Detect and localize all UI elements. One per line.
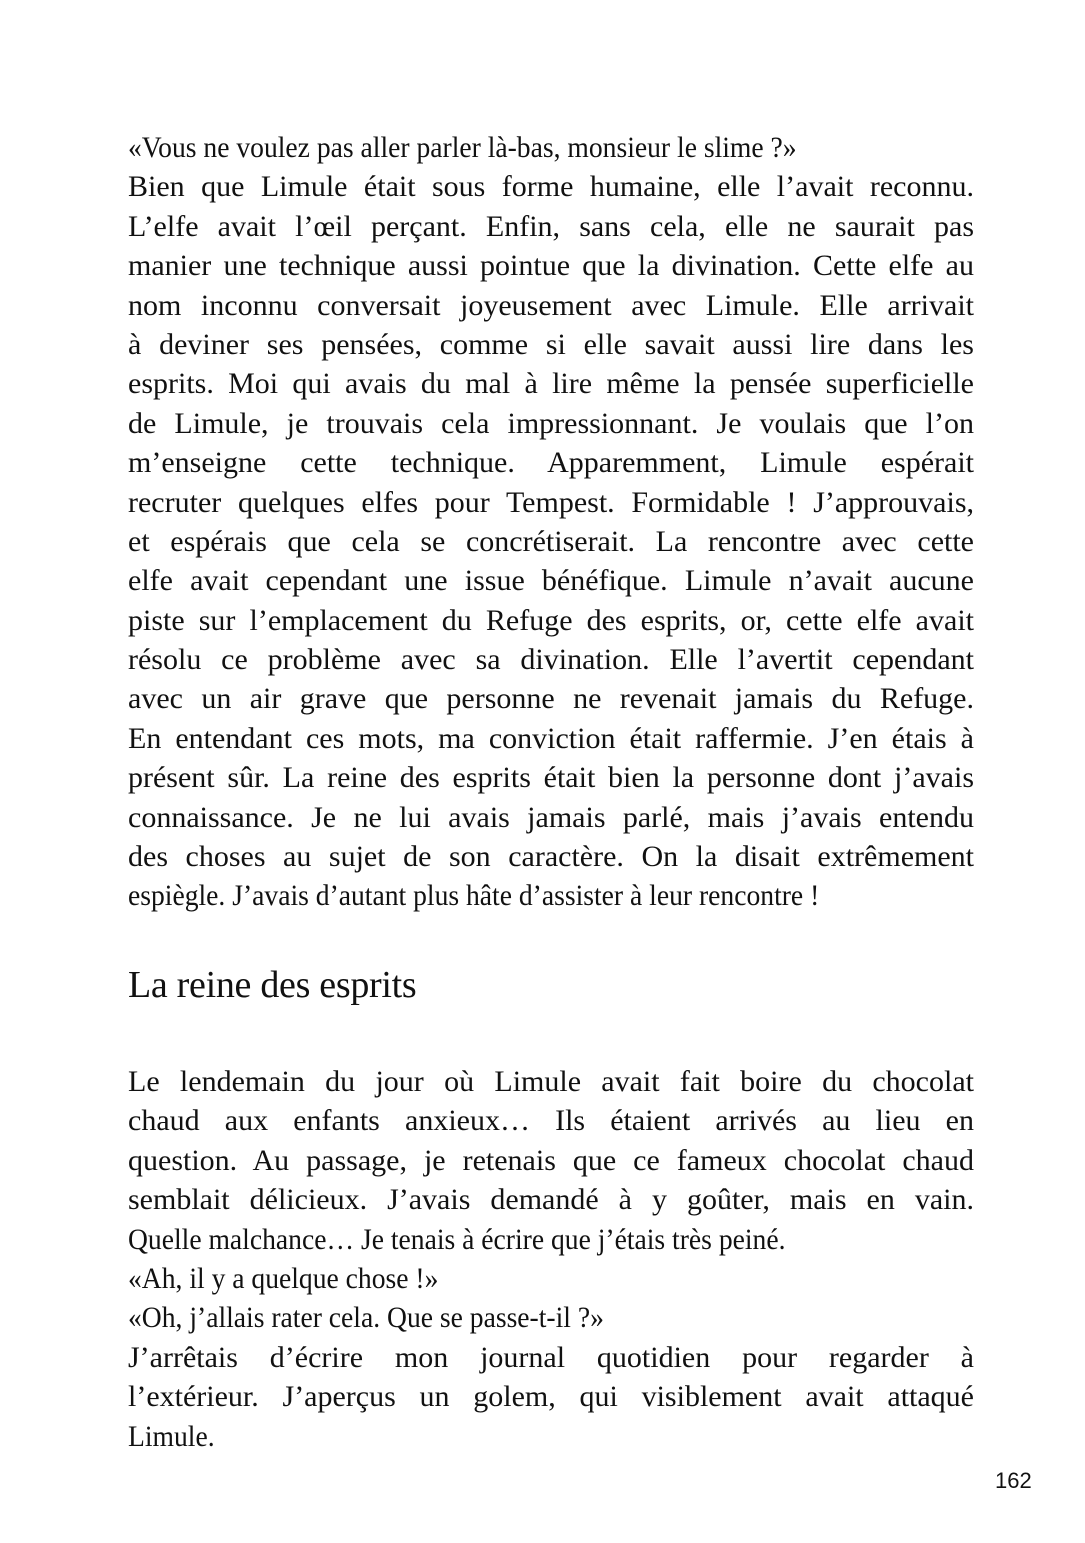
text-line	[128, 876, 974, 915]
line-text: l’extérieur. J’aperçus un golem, qui visiblement avait attaqué	[128, 1380, 974, 1414]
text-line	[128, 443, 974, 482]
page-number: 162	[995, 1468, 1032, 1493]
section-heading: La reine des esprits	[128, 964, 417, 1006]
line-text: Limule.	[128, 1419, 215, 1453]
text-line	[128, 483, 974, 522]
line-text: piste sur l’emplacement du Refuge des esprits, or, cette elfe avait	[128, 603, 974, 637]
text-line	[128, 837, 974, 876]
line-text: à deviner ses pensées, comme si elle savait aussi lire dans les	[128, 327, 974, 361]
text-line	[128, 1220, 974, 1259]
text-line	[128, 561, 974, 600]
line-text: Le lendemain du jour où Limule avait fait boire du chocolat	[128, 1065, 974, 1098]
text-line	[128, 286, 974, 325]
line-text: «Oh, j’allais rater cela. Que se passe-t-il ?»	[128, 1301, 604, 1335]
line-text: recruter quelques elfes pour Tempest. Formidable ! J’approuvais,	[128, 485, 974, 519]
line-text: L’elfe avait l’œil perçant. Enfin, sans cela, elle ne saurait pas	[128, 209, 974, 243]
text-line	[128, 601, 974, 640]
text-line	[128, 1259, 974, 1298]
text-line	[128, 1141, 974, 1180]
text-line	[128, 758, 974, 797]
text-line	[128, 1062, 974, 1101]
text-line	[128, 1298, 974, 1337]
line-text: de Limule, je trouvais cela impressionnant. Je voulais que l’on	[128, 406, 974, 440]
text-line	[128, 167, 974, 206]
text-line	[128, 207, 974, 246]
line-text: m’enseigne cette technique. Apparemment, Limule espérait	[128, 446, 974, 480]
text-line	[128, 1101, 974, 1140]
line-text: elfe avait cependant une issue bénéfique. Limule n’avait aucune	[128, 564, 974, 598]
text-line	[128, 1180, 974, 1219]
line-text: et espérais que cela se concrétiserait. La rencontre avec cette	[128, 524, 974, 558]
line-text: semblait délicieux. J’avais demandé à y goûter, mais en vain.	[128, 1183, 974, 1217]
line-text: présent sûr. La reine des esprits était bien la personne dont j’avais	[128, 761, 974, 795]
text-line	[128, 404, 974, 443]
text-line	[128, 798, 974, 837]
line-text: esprits. Moi qui avais du mal à lire même la pensée superficielle	[128, 367, 974, 401]
text-line	[128, 364, 974, 403]
text-line	[128, 1417, 974, 1456]
line-text: «Vous ne voulez pas aller parler là-bas, monsieur le slime ?»	[128, 131, 797, 164]
line-text: connaissance. Je ne lui avais jamais parlé, mais j’avais entendu	[128, 800, 974, 834]
line-text: résolu ce problème avec sa divination. Elle l’avertit cependant	[128, 643, 974, 677]
text-line	[128, 246, 974, 285]
line-text: nom inconnu conversait joyeusement avec Limule. Elle arrivait	[128, 288, 974, 322]
text-line	[128, 1377, 974, 1416]
line-text: chaud aux enfants anxieux… Ils étaient arrivés au lieu en	[128, 1104, 974, 1138]
line-text: «Ah, il y a quelque chose !»	[128, 1261, 439, 1295]
text-line	[128, 719, 974, 758]
text-line	[128, 640, 974, 679]
line-text: manier une technique aussi pointue que la divination. Cette elfe au	[128, 249, 974, 283]
line-text: J’arrêtais d’écrire mon journal quotidien pour regarder à	[128, 1340, 974, 1374]
line-text: espiègle. J’avais d’autant plus hâte d’assister à leur rencontre !	[128, 879, 820, 913]
line-text: des choses au sujet de son caractère. On la disait extrêmement	[128, 840, 974, 874]
line-text: En entendant ces mots, ma conviction était raffermie. J’en étais à	[128, 721, 974, 755]
text-line	[128, 128, 974, 167]
line-text: Quelle malchance… Je tenais à écrire que j’étais très peiné.	[128, 1222, 786, 1256]
line-text: avec un air grave que personne ne revenait jamais du Refuge.	[128, 682, 974, 716]
text-line	[128, 679, 974, 718]
line-text: question. Au passage, je retenais que ce fameux chocolat chaud	[128, 1143, 974, 1177]
paragraph-2	[128, 1062, 974, 1456]
paragraph-1	[128, 128, 974, 916]
line-text: Bien que Limule était sous forme humaine, elle l’avait reconnu.	[128, 170, 974, 204]
text-line	[128, 325, 974, 364]
text-line	[128, 522, 974, 561]
text-line	[128, 1338, 974, 1377]
